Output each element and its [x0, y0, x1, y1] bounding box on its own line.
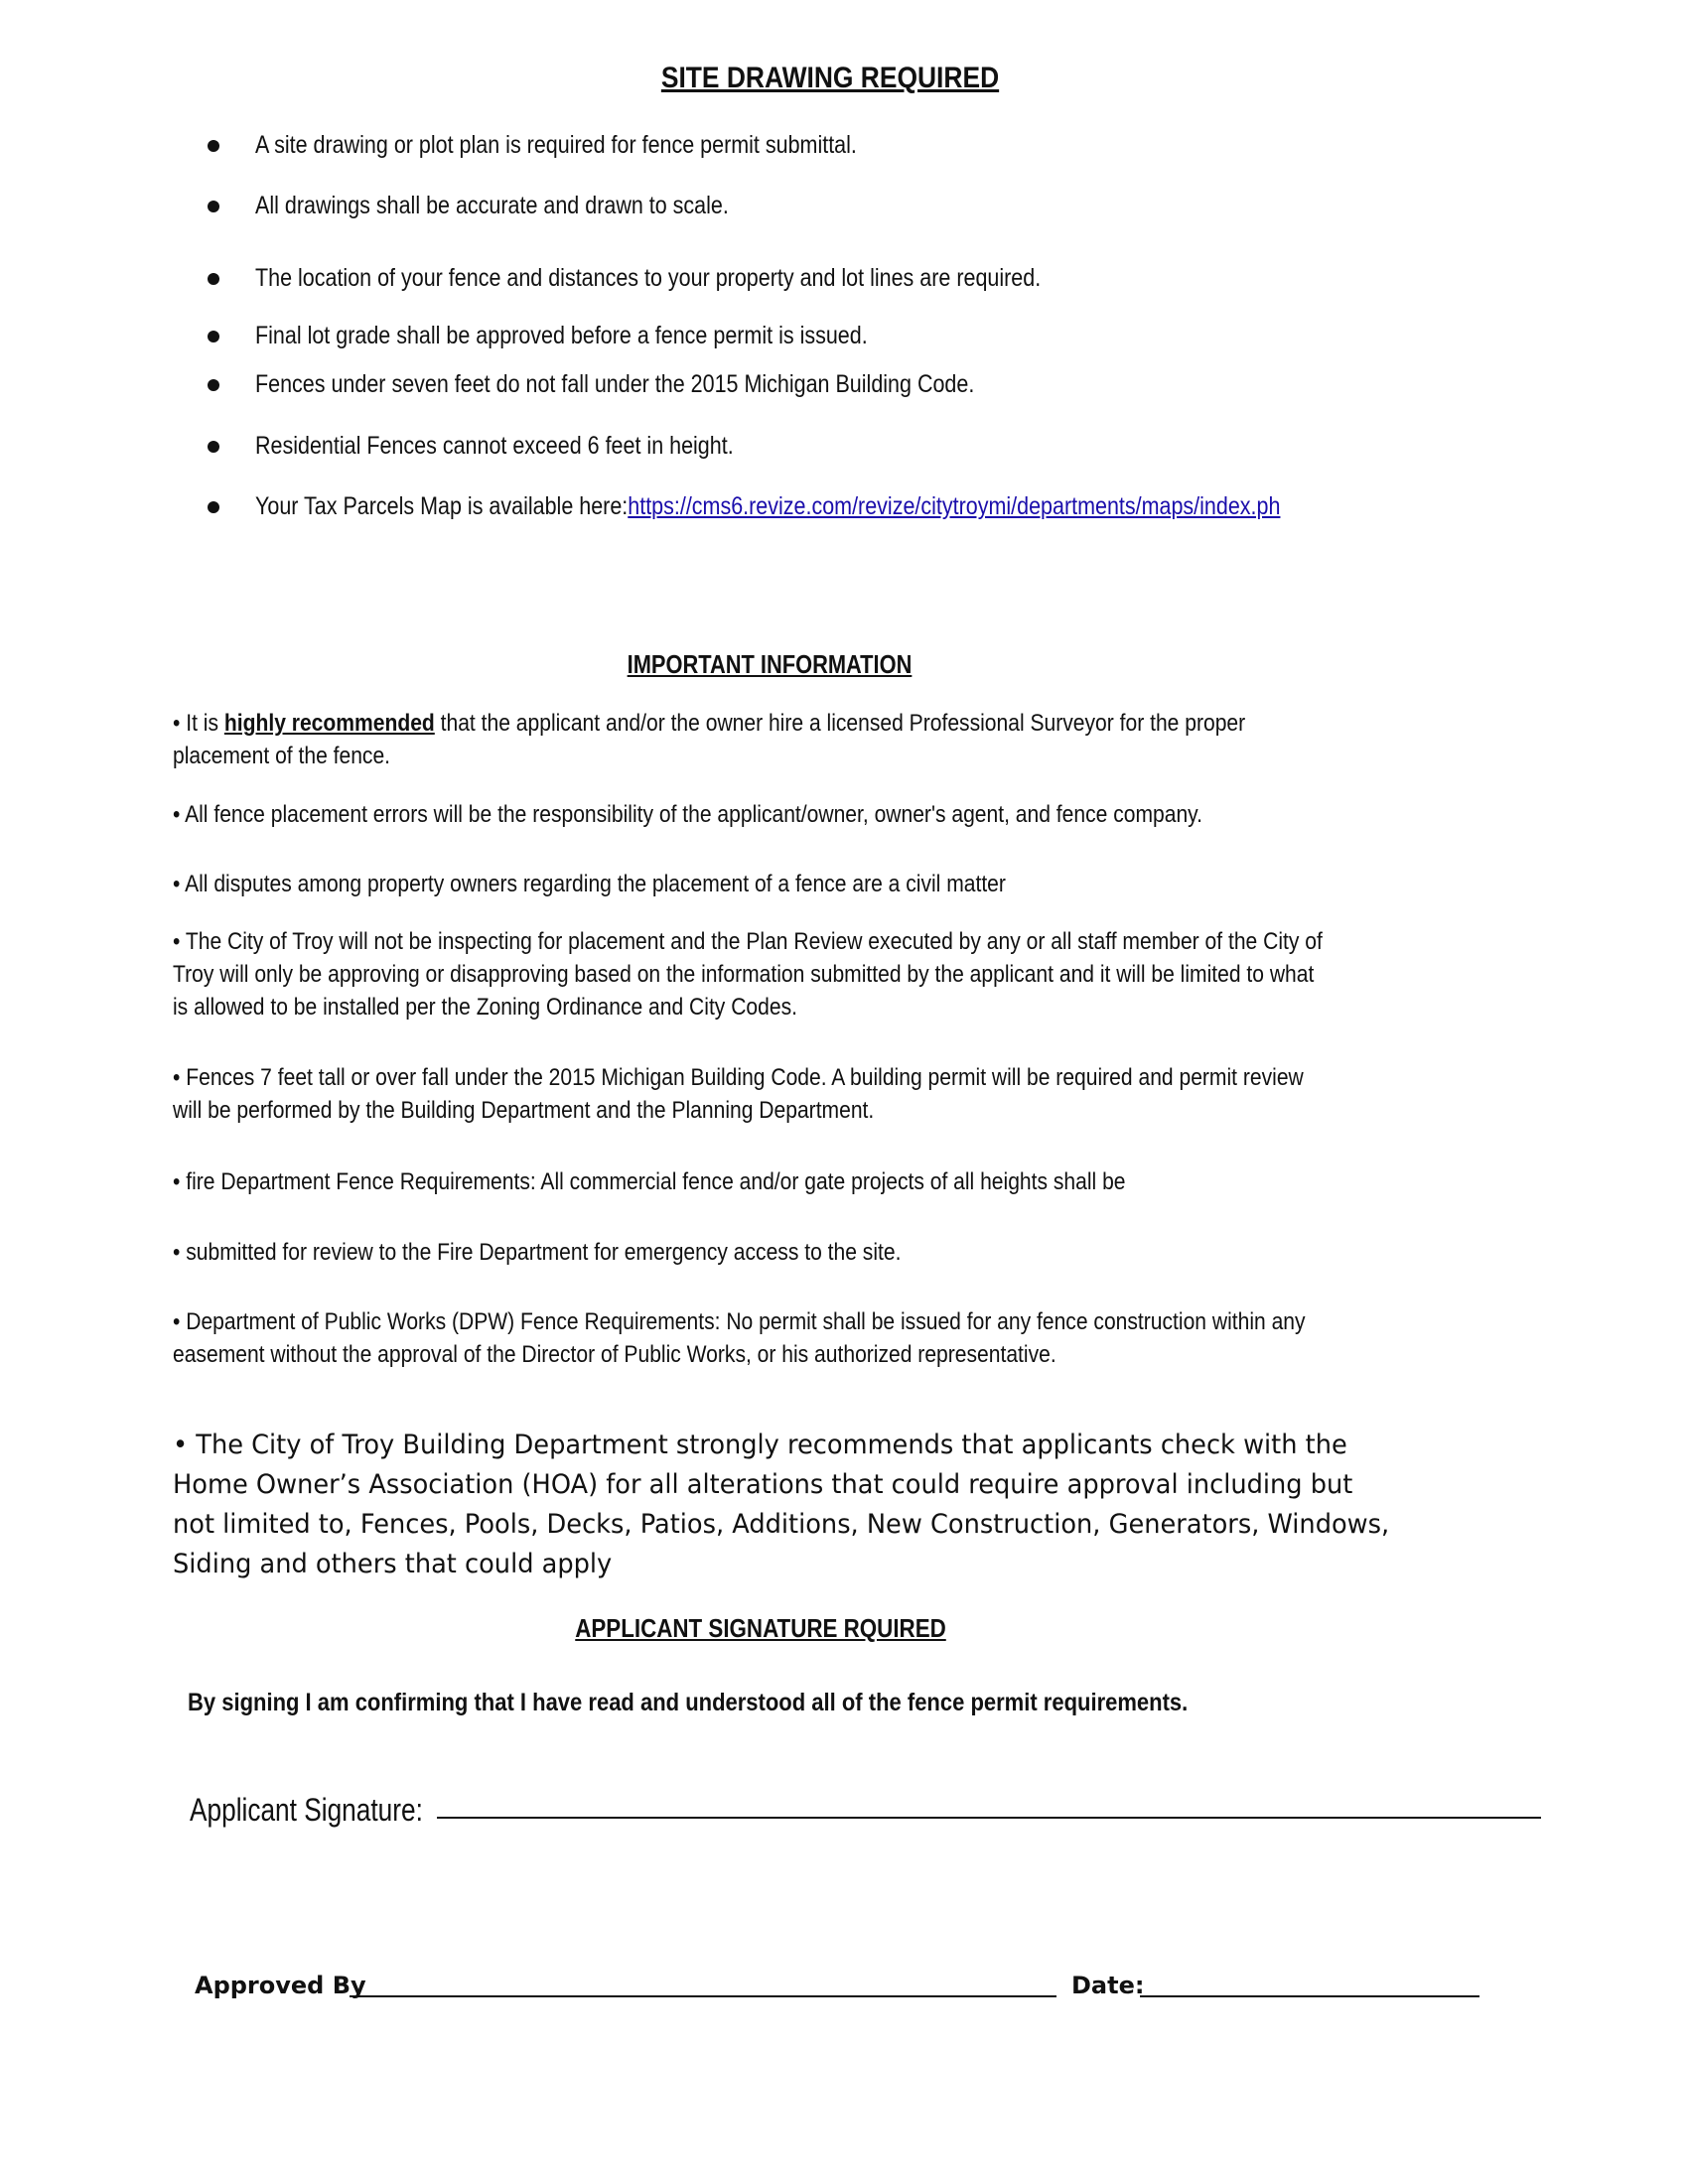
building-code-line1: • Fences 7 feet tall or over fall under the 2015 Michigan Building Code. A building permit will be required and permit review [173, 1064, 1304, 1091]
applicant-signature-title: APPLICANT SIGNATURE RQUIRED [575, 1613, 946, 1643]
applicant-signature-field[interactable] [437, 1817, 1541, 1819]
inspection-paragraph [173, 925, 1323, 1024]
approved-by-label: Approved By [195, 1972, 366, 1999]
bullet-dot-icon [208, 379, 219, 391]
bullet-dot-icon [208, 273, 219, 285]
bullet-dot-icon [208, 331, 219, 342]
bullet-dot-icon [208, 201, 219, 212]
fire-dept-paragraph: • fire Department Fence Requirements: All commercial fence and/or gate projects of all heights shall be [173, 1168, 1126, 1195]
hoa-paragraph: • The City of Troy Building Department strongly recommends that applicants check with the Home Owner’s Association (HOA) for all alterations that could require approval including but not limited to, Fences, Pools, Decks, Patios, Additions, New Construction, Generators, Windows, Siding and others that could apply [173, 1430, 1390, 1579]
tax-map-label: Your Tax Parcels Map is available here: [255, 492, 629, 520]
site-drawing-bullet: A site drawing or plot plan is required for fence permit submittal. [255, 131, 857, 159]
date-field[interactable] [1140, 1995, 1479, 1997]
dpw-paragraph [173, 1305, 1306, 1371]
building-code-line2: will be performed by the Building Department and the Planning Department. [173, 1097, 875, 1124]
recommend-emphasis: highly recommended [223, 710, 435, 737]
recommend-paragraph [173, 707, 1245, 772]
recommend-line2: placement of the fence. [173, 743, 391, 769]
recommend-prefix: • It is [173, 710, 224, 737]
bullet-dot-icon [208, 140, 219, 152]
applicant-signature-label: Applicant Signature: [190, 1792, 423, 1828]
tax-map-bullet [255, 492, 1280, 521]
date-label: Date: [1071, 1972, 1145, 1999]
approved-by-field[interactable] [350, 1995, 1056, 1997]
site-drawing-bullet: All drawings shall be accurate and drawn to scale. [255, 192, 729, 219]
site-drawing-bullet: Residential Fences cannot exceed 6 feet in height. [255, 432, 734, 460]
tax-map-link[interactable]: https://cms6.revize.com/revize/citytroymi/departments/maps/index.ph [628, 492, 1281, 520]
site-drawing-bullet: The location of your fence and distances to your property and lot lines are required. [255, 264, 1042, 292]
site-drawing-bullet: Final lot grade shall be approved before a fence permit is issued. [255, 322, 868, 349]
inspection-line3: is allowed to be installed per the Zoning Ordinance and City Codes. [173, 994, 797, 1021]
inspection-line2: Troy will only be approving or disapproving based on the information submitted by the applicant and it will be limited to what [173, 961, 1315, 988]
building-code-paragraph [173, 1061, 1304, 1127]
site-drawing-title: SITE DRAWING REQUIRED [660, 62, 1000, 94]
fire-review-paragraph: • submitted for review to the Fire Department for emergency access to the site. [173, 1239, 902, 1266]
dpw-line1: • Department of Public Works (DPW) Fence Requirements: No permit shall be issued for any fence construction within any [173, 1308, 1306, 1335]
important-info-title: IMPORTANT INFORMATION [627, 649, 913, 679]
disputes-paragraph: • All disputes among property owners regarding the placement of a fence are a civil matter [173, 871, 1006, 897]
inspection-line1: • The City of Troy will not be inspecting for placement and the Plan Review executed by any or all staff member of the City of [173, 928, 1323, 955]
dpw-line2: easement without the approval of the Director of Public Works, or his authorized representative. [173, 1341, 1056, 1368]
recommend-line1: that the applicant and/or the owner hire a licensed Professional Surveyor for the proper [434, 710, 1246, 737]
confirmation-statement: By signing I am confirming that I have read and understood all of the fence permit requirements. [188, 1689, 1189, 1716]
bullet-dot-icon [208, 441, 219, 453]
bullet-dot-icon [208, 501, 219, 513]
site-drawing-bullet: Fences under seven feet do not fall under the 2015 Michigan Building Code. [255, 370, 975, 398]
placement-errors-paragraph: • All fence placement errors will be the responsibility of the applicant/owner, owner's agent, and fence company. [173, 801, 1202, 828]
